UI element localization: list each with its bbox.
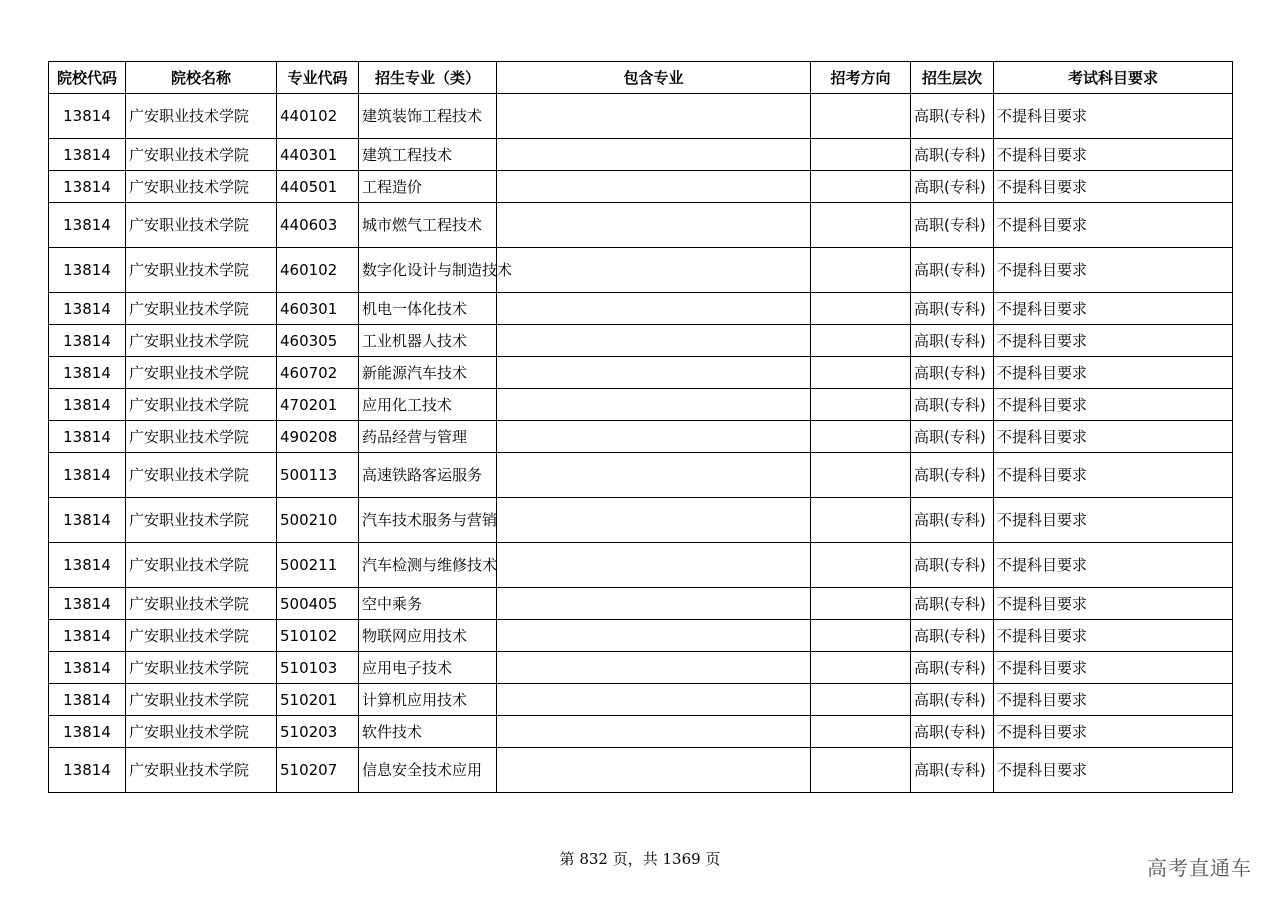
cell-included-majors — [497, 325, 811, 357]
table-row — [49, 171, 1233, 203]
table-row — [49, 620, 1233, 652]
cell-school-name: 广安职业技术学院 — [126, 293, 277, 325]
cell-major: 建筑装饰工程技术 — [359, 94, 497, 139]
cell-major: 城市燃气工程技术 — [359, 203, 497, 248]
cell-major: 应用电子技术 — [359, 652, 497, 684]
cell-major: 机电一体化技术 — [359, 293, 497, 325]
cell-subject-requirement: 不提科目要求 — [994, 325, 1233, 357]
page-number: 第 832 页，共 1369 页 — [559, 850, 721, 868]
cell-major: 数字化设计与制造技术 — [359, 248, 497, 293]
cell-level: 高职(专科) — [911, 171, 994, 203]
cell-major-code: 500405 — [277, 588, 359, 620]
cell-school-name: 广安职业技术学院 — [126, 543, 277, 588]
cell-major-code: 460102 — [277, 248, 359, 293]
cell-major: 建筑工程技术 — [359, 139, 497, 171]
cell-major-code: 460305 — [277, 325, 359, 357]
table-row — [49, 588, 1233, 620]
table-row — [49, 498, 1233, 543]
table-row — [49, 453, 1233, 498]
cell-included-majors — [497, 421, 811, 453]
cell-school-code: 13814 — [49, 203, 126, 248]
cell-major-code: 460702 — [277, 357, 359, 389]
cell-major: 物联网应用技术 — [359, 620, 497, 652]
cell-subject-requirement: 不提科目要求 — [994, 293, 1233, 325]
header-major: 招生专业（类） — [359, 62, 497, 94]
cell-school-name: 广安职业技术学院 — [126, 748, 277, 793]
cell-school-code: 13814 — [49, 293, 126, 325]
cell-major: 工程造价 — [359, 171, 497, 203]
table-row — [49, 389, 1233, 421]
cell-school-code: 13814 — [49, 588, 126, 620]
cell-major: 汽车检测与维修技术 — [359, 543, 497, 588]
cell-direction — [811, 652, 911, 684]
cell-major-code: 440501 — [277, 171, 359, 203]
cell-school-name: 广安职业技术学院 — [126, 498, 277, 543]
cell-subject-requirement: 不提科目要求 — [994, 421, 1233, 453]
cell-subject-requirement: 不提科目要求 — [994, 357, 1233, 389]
cell-direction — [811, 357, 911, 389]
cell-level: 高职(专科) — [911, 652, 994, 684]
cell-school-code: 13814 — [49, 620, 126, 652]
cell-level: 高职(专科) — [911, 248, 994, 293]
cell-level: 高职(专科) — [911, 498, 994, 543]
cell-school-name: 广安职业技术学院 — [126, 357, 277, 389]
cell-subject-requirement: 不提科目要求 — [994, 543, 1233, 588]
cell-direction — [811, 325, 911, 357]
cell-direction — [811, 389, 911, 421]
cell-school-name: 广安职业技术学院 — [126, 171, 277, 203]
cell-level: 高职(专科) — [911, 421, 994, 453]
cell-direction — [811, 453, 911, 498]
cell-school-code: 13814 — [49, 498, 126, 543]
cell-direction — [811, 171, 911, 203]
cell-included-majors — [497, 453, 811, 498]
table-header-row — [49, 62, 1233, 94]
cell-school-code: 13814 — [49, 248, 126, 293]
cell-direction — [811, 248, 911, 293]
cell-direction — [811, 203, 911, 248]
cell-level: 高职(专科) — [911, 389, 994, 421]
cell-school-code: 13814 — [49, 325, 126, 357]
cell-major: 药品经营与管理 — [359, 421, 497, 453]
cell-school-name: 广安职业技术学院 — [126, 716, 277, 748]
cell-school-code: 13814 — [49, 139, 126, 171]
cell-subject-requirement: 不提科目要求 — [994, 716, 1233, 748]
cell-included-majors — [497, 684, 811, 716]
cell-major: 汽车技术服务与营销 — [359, 498, 497, 543]
cell-school-name: 广安职业技术学院 — [126, 203, 277, 248]
cell-school-name: 广安职业技术学院 — [126, 248, 277, 293]
cell-included-majors — [497, 171, 811, 203]
cell-school-name: 广安职业技术学院 — [126, 620, 277, 652]
cell-level: 高职(专科) — [911, 325, 994, 357]
cell-school-name: 广安职业技术学院 — [126, 588, 277, 620]
cell-subject-requirement: 不提科目要求 — [994, 684, 1233, 716]
cell-included-majors — [497, 293, 811, 325]
cell-school-name: 广安职业技术学院 — [126, 325, 277, 357]
table-body — [49, 94, 1233, 793]
cell-major-code: 510201 — [277, 684, 359, 716]
header-school-code: 院校代码 — [49, 62, 126, 94]
cell-school-code: 13814 — [49, 357, 126, 389]
cell-direction — [811, 543, 911, 588]
cell-included-majors — [497, 543, 811, 588]
table-row — [49, 203, 1233, 248]
cell-included-majors — [497, 620, 811, 652]
cell-subject-requirement: 不提科目要求 — [994, 248, 1233, 293]
cell-school-name: 广安职业技术学院 — [126, 421, 277, 453]
cell-school-name: 广安职业技术学院 — [126, 94, 277, 139]
table-row — [49, 94, 1233, 139]
cell-included-majors — [497, 357, 811, 389]
cell-direction — [811, 748, 911, 793]
cell-major: 新能源汽车技术 — [359, 357, 497, 389]
cell-major-code: 500210 — [277, 498, 359, 543]
cell-subject-requirement: 不提科目要求 — [994, 620, 1233, 652]
cell-subject-requirement: 不提科目要求 — [994, 94, 1233, 139]
cell-direction — [811, 293, 911, 325]
cell-major: 工业机器人技术 — [359, 325, 497, 357]
cell-direction — [811, 620, 911, 652]
header-level: 招生层次 — [911, 62, 994, 94]
header-included-majors: 包含专业 — [497, 62, 811, 94]
watermark-text: 高考直通车 — [1147, 856, 1252, 880]
header-subject-requirement: 考试科目要求 — [994, 62, 1233, 94]
cell-major-code: 440603 — [277, 203, 359, 248]
cell-major: 应用化工技术 — [359, 389, 497, 421]
cell-school-name: 广安职业技术学院 — [126, 139, 277, 171]
cell-major: 软件技术 — [359, 716, 497, 748]
header-major-code: 专业代码 — [277, 62, 359, 94]
enrollment-table — [48, 61, 1233, 793]
cell-major-code: 510103 — [277, 652, 359, 684]
cell-level: 高职(专科) — [911, 139, 994, 171]
cell-major: 高速铁路客运服务 — [359, 453, 497, 498]
cell-school-name: 广安职业技术学院 — [126, 684, 277, 716]
cell-direction — [811, 421, 911, 453]
cell-level: 高职(专科) — [911, 748, 994, 793]
cell-subject-requirement: 不提科目要求 — [994, 588, 1233, 620]
cell-subject-requirement: 不提科目要求 — [994, 748, 1233, 793]
cell-level: 高职(专科) — [911, 453, 994, 498]
cell-included-majors — [497, 203, 811, 248]
cell-subject-requirement: 不提科目要求 — [994, 203, 1233, 248]
cell-subject-requirement: 不提科目要求 — [994, 652, 1233, 684]
cell-included-majors — [497, 139, 811, 171]
cell-level: 高职(专科) — [911, 543, 994, 588]
cell-school-code: 13814 — [49, 716, 126, 748]
cell-included-majors — [497, 588, 811, 620]
cell-major: 信息安全技术应用 — [359, 748, 497, 793]
cell-school-name: 广安职业技术学院 — [126, 389, 277, 421]
cell-subject-requirement: 不提科目要求 — [994, 171, 1233, 203]
table-row — [49, 543, 1233, 588]
cell-included-majors — [497, 748, 811, 793]
cell-school-code: 13814 — [49, 421, 126, 453]
cell-school-code: 13814 — [49, 543, 126, 588]
cell-direction — [811, 94, 911, 139]
cell-level: 高职(专科) — [911, 684, 994, 716]
cell-level: 高职(专科) — [911, 203, 994, 248]
cell-level: 高职(专科) — [911, 94, 994, 139]
cell-school-code: 13814 — [49, 453, 126, 498]
table-row — [49, 325, 1233, 357]
cell-level: 高职(专科) — [911, 716, 994, 748]
header-direction: 招考方向 — [811, 62, 911, 94]
cell-school-name: 广安职业技术学院 — [126, 652, 277, 684]
cell-major-code: 440301 — [277, 139, 359, 171]
cell-major-code: 510207 — [277, 748, 359, 793]
table-row — [49, 652, 1233, 684]
cell-direction — [811, 498, 911, 543]
cell-included-majors — [497, 94, 811, 139]
table-row — [49, 421, 1233, 453]
cell-school-code: 13814 — [49, 748, 126, 793]
cell-school-code: 13814 — [49, 684, 126, 716]
cell-subject-requirement: 不提科目要求 — [994, 498, 1233, 543]
cell-included-majors — [497, 248, 811, 293]
cell-direction — [811, 716, 911, 748]
table-row — [49, 248, 1233, 293]
cell-level: 高职(专科) — [911, 357, 994, 389]
cell-school-code: 13814 — [49, 652, 126, 684]
table-row — [49, 357, 1233, 389]
cell-major-code: 460301 — [277, 293, 359, 325]
cell-included-majors — [497, 498, 811, 543]
table-row — [49, 684, 1233, 716]
header-school-name: 院校名称 — [126, 62, 277, 94]
cell-level: 高职(专科) — [911, 293, 994, 325]
cell-direction — [811, 139, 911, 171]
cell-major: 计算机应用技术 — [359, 684, 497, 716]
cell-major-code: 510102 — [277, 620, 359, 652]
table-row — [49, 748, 1233, 793]
cell-school-code: 13814 — [49, 389, 126, 421]
cell-subject-requirement: 不提科目要求 — [994, 389, 1233, 421]
cell-major-code: 440102 — [277, 94, 359, 139]
cell-school-name: 广安职业技术学院 — [126, 453, 277, 498]
cell-major-code: 490208 — [277, 421, 359, 453]
cell-direction — [811, 684, 911, 716]
cell-major-code: 510203 — [277, 716, 359, 748]
cell-direction — [811, 588, 911, 620]
cell-major-code: 500113 — [277, 453, 359, 498]
cell-subject-requirement: 不提科目要求 — [994, 139, 1233, 171]
table-row — [49, 716, 1233, 748]
cell-school-code: 13814 — [49, 171, 126, 203]
cell-included-majors — [497, 652, 811, 684]
cell-included-majors — [497, 716, 811, 748]
cell-major-code: 500211 — [277, 543, 359, 588]
cell-subject-requirement: 不提科目要求 — [994, 453, 1233, 498]
cell-level: 高职(专科) — [911, 588, 994, 620]
table-row — [49, 139, 1233, 171]
cell-school-code: 13814 — [49, 94, 126, 139]
table-row — [49, 293, 1233, 325]
cell-major: 空中乘务 — [359, 588, 497, 620]
cell-level: 高职(专科) — [911, 620, 994, 652]
cell-major-code: 470201 — [277, 389, 359, 421]
cell-included-majors — [497, 389, 811, 421]
